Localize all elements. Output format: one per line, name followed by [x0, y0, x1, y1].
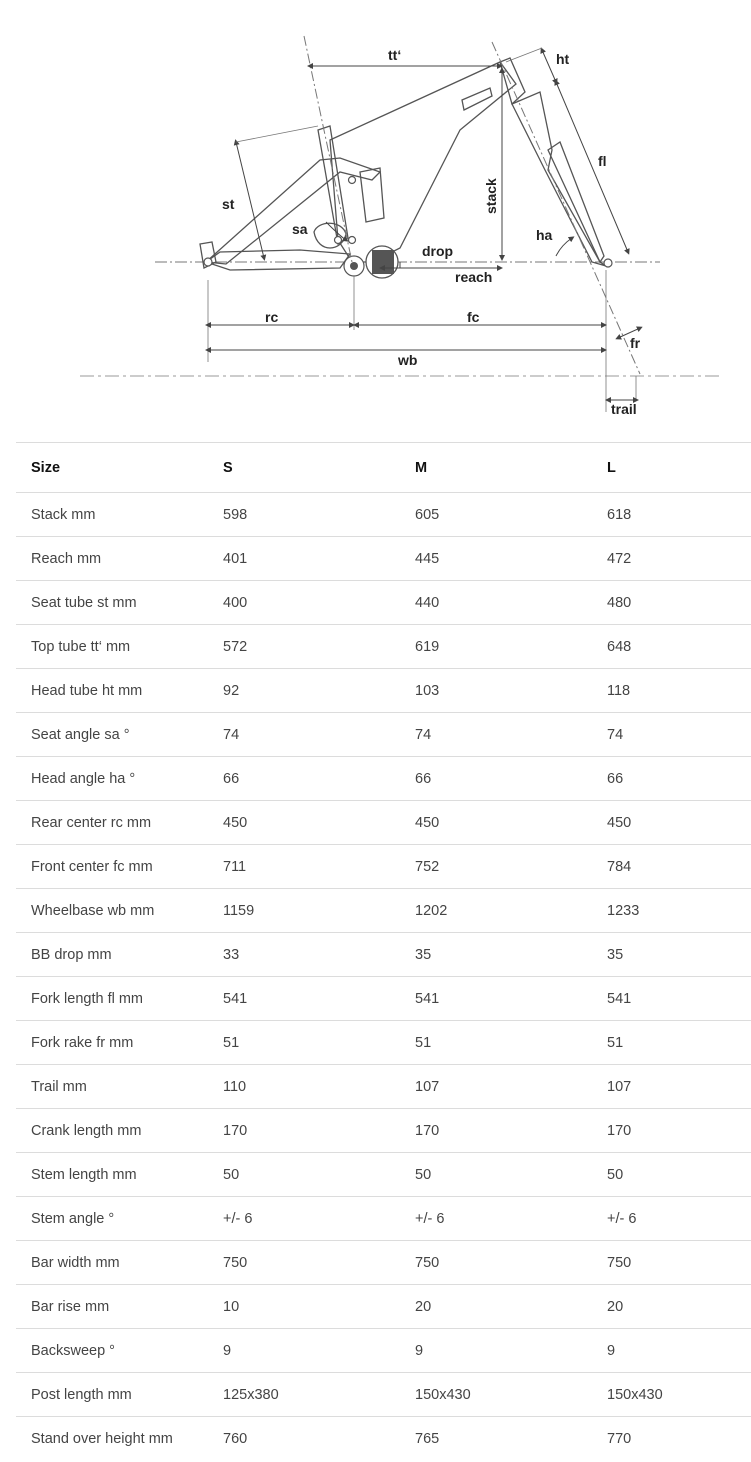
pivots: [204, 177, 612, 268]
cell-metric: Bar rise mm: [16, 1285, 208, 1329]
label-tt: tt‘: [388, 47, 402, 63]
cell-size-s: 10: [208, 1285, 400, 1329]
label-stack: stack: [483, 178, 499, 214]
cell-metric: Head tube ht mm: [16, 669, 208, 713]
cell-size-m: 107: [400, 1065, 592, 1109]
cell-metric: BB drop mm: [16, 933, 208, 977]
header-l: L: [592, 443, 751, 493]
table-row: [16, 977, 751, 1021]
cell-metric: Seat tube st mm: [16, 581, 208, 625]
cell-size-m: 35: [400, 933, 592, 977]
cell-size-m: 752: [400, 845, 592, 889]
table-row: [16, 713, 751, 757]
cell-size-l: 480: [592, 581, 751, 625]
header-m: M: [400, 443, 592, 493]
cell-size-s: 572: [208, 625, 400, 669]
cell-size-m: 74: [400, 713, 592, 757]
cell-size-s: 450: [208, 801, 400, 845]
table-row: [16, 889, 751, 933]
table-row: [16, 1109, 751, 1153]
cell-size-l: 618: [592, 493, 751, 537]
cell-size-s: 92: [208, 669, 400, 713]
cell-metric: Stand over height mm: [16, 1417, 208, 1461]
cell-size-s: 74: [208, 713, 400, 757]
cell-size-m: 765: [400, 1417, 592, 1461]
cell-metric: Bar width mm: [16, 1241, 208, 1285]
cell-size-m: 605: [400, 493, 592, 537]
cell-size-s: 400: [208, 581, 400, 625]
header-size: Size: [16, 443, 208, 493]
cell-size-l: 9: [592, 1329, 751, 1373]
table-row: [16, 493, 751, 537]
cell-metric: Fork rake fr mm: [16, 1021, 208, 1065]
cell-size-l: 66: [592, 757, 751, 801]
cell-size-l: 450: [592, 801, 751, 845]
cell-size-l: 784: [592, 845, 751, 889]
cell-size-m: 50: [400, 1153, 592, 1197]
table-row: [16, 1241, 751, 1285]
cell-size-l: 50: [592, 1153, 751, 1197]
label-trail: trail: [611, 401, 637, 417]
cell-size-l: 1233: [592, 889, 751, 933]
cell-metric: Stem length mm: [16, 1153, 208, 1197]
cell-metric: Crank length mm: [16, 1109, 208, 1153]
cell-size-s: 110: [208, 1065, 400, 1109]
geometry-table: [16, 442, 751, 1460]
cell-size-l: 107: [592, 1065, 751, 1109]
table-row: [16, 1285, 751, 1329]
cell-size-s: 50: [208, 1153, 400, 1197]
table-row: [16, 625, 751, 669]
cell-size-m: 51: [400, 1021, 592, 1065]
cell-size-m: 170: [400, 1109, 592, 1153]
cell-size-s: 760: [208, 1417, 400, 1461]
cell-size-l: 51: [592, 1021, 751, 1065]
label-ha: ha: [536, 227, 553, 243]
label-rc: rc: [265, 309, 279, 325]
table-row: [16, 537, 751, 581]
cell-metric: Head angle ha °: [16, 757, 208, 801]
geometry-diagram: [0, 0, 751, 440]
cell-size-m: 750: [400, 1241, 592, 1285]
cell-size-m: +/- 6: [400, 1197, 592, 1241]
cell-size-m: 445: [400, 537, 592, 581]
table-body: [16, 493, 751, 1461]
cell-metric: Seat angle sa °: [16, 713, 208, 757]
cell-size-s: 66: [208, 757, 400, 801]
table-row: [16, 1417, 751, 1461]
cell-metric: Top tube tt‘ mm: [16, 625, 208, 669]
cell-size-l: 150x430: [592, 1373, 751, 1417]
cell-size-m: 1202: [400, 889, 592, 933]
cell-size-s: 711: [208, 845, 400, 889]
cell-size-l: 472: [592, 537, 751, 581]
label-reach: reach: [455, 269, 493, 285]
cell-size-l: +/- 6: [592, 1197, 751, 1241]
cell-metric: Fork length fl mm: [16, 977, 208, 1021]
table-header-row: [16, 443, 751, 493]
cell-metric: Backsweep °: [16, 1329, 208, 1373]
cell-size-m: 619: [400, 625, 592, 669]
cell-size-m: 150x430: [400, 1373, 592, 1417]
cell-size-s: 51: [208, 1021, 400, 1065]
cell-size-l: 20: [592, 1285, 751, 1329]
cell-size-l: 648: [592, 625, 751, 669]
motor: [344, 246, 398, 278]
cell-size-m: 450: [400, 801, 592, 845]
cell-metric: Stem angle °: [16, 1197, 208, 1241]
table-row: [16, 801, 751, 845]
cell-metric: Front center fc mm: [16, 845, 208, 889]
cell-size-m: 440: [400, 581, 592, 625]
cell-size-m: 103: [400, 669, 592, 713]
cell-size-s: 33: [208, 933, 400, 977]
table-row: [16, 845, 751, 889]
cell-size-s: 401: [208, 537, 400, 581]
cell-size-m: 20: [400, 1285, 592, 1329]
label-fr: fr: [630, 335, 641, 351]
cell-size-l: 35: [592, 933, 751, 977]
table-row: [16, 1021, 751, 1065]
cell-metric: Wheelbase wb mm: [16, 889, 208, 933]
cell-metric: Rear center rc mm: [16, 801, 208, 845]
cell-metric: Reach mm: [16, 537, 208, 581]
cell-size-s: +/- 6: [208, 1197, 400, 1241]
label-sa: sa: [292, 221, 308, 237]
header-s: S: [208, 443, 400, 493]
table-row: [16, 933, 751, 977]
table-row: [16, 669, 751, 713]
cell-size-l: 541: [592, 977, 751, 1021]
cell-size-m: 541: [400, 977, 592, 1021]
cell-size-l: 118: [592, 669, 751, 713]
cell-size-l: 750: [592, 1241, 751, 1285]
table-row: [16, 1329, 751, 1373]
table-row: [16, 1065, 751, 1109]
table-row: [16, 1197, 751, 1241]
cell-metric: Post length mm: [16, 1373, 208, 1417]
cell-metric: Stack mm: [16, 493, 208, 537]
cell-size-m: 9: [400, 1329, 592, 1373]
label-st: st: [222, 196, 235, 212]
cell-metric: Trail mm: [16, 1065, 208, 1109]
cell-size-s: 1159: [208, 889, 400, 933]
table-row: [16, 757, 751, 801]
cell-size-m: 66: [400, 757, 592, 801]
cell-size-s: 750: [208, 1241, 400, 1285]
table-row: [16, 1373, 751, 1417]
bike-frame-drawing: [0, 0, 751, 440]
cell-size-l: 170: [592, 1109, 751, 1153]
label-ht: ht: [556, 51, 570, 67]
cell-size-s: 125x380: [208, 1373, 400, 1417]
cell-size-s: 598: [208, 493, 400, 537]
cell-size-s: 170: [208, 1109, 400, 1153]
label-wb: wb: [398, 352, 418, 368]
label-drop: drop: [422, 243, 454, 259]
cell-size-s: 541: [208, 977, 400, 1021]
cell-size-s: 9: [208, 1329, 400, 1373]
label-fl: fl: [598, 153, 607, 169]
label-fc: fc: [467, 309, 480, 325]
table-row: [16, 1153, 751, 1197]
table-row: [16, 581, 751, 625]
cell-size-l: 74: [592, 713, 751, 757]
cell-size-l: 770: [592, 1417, 751, 1461]
